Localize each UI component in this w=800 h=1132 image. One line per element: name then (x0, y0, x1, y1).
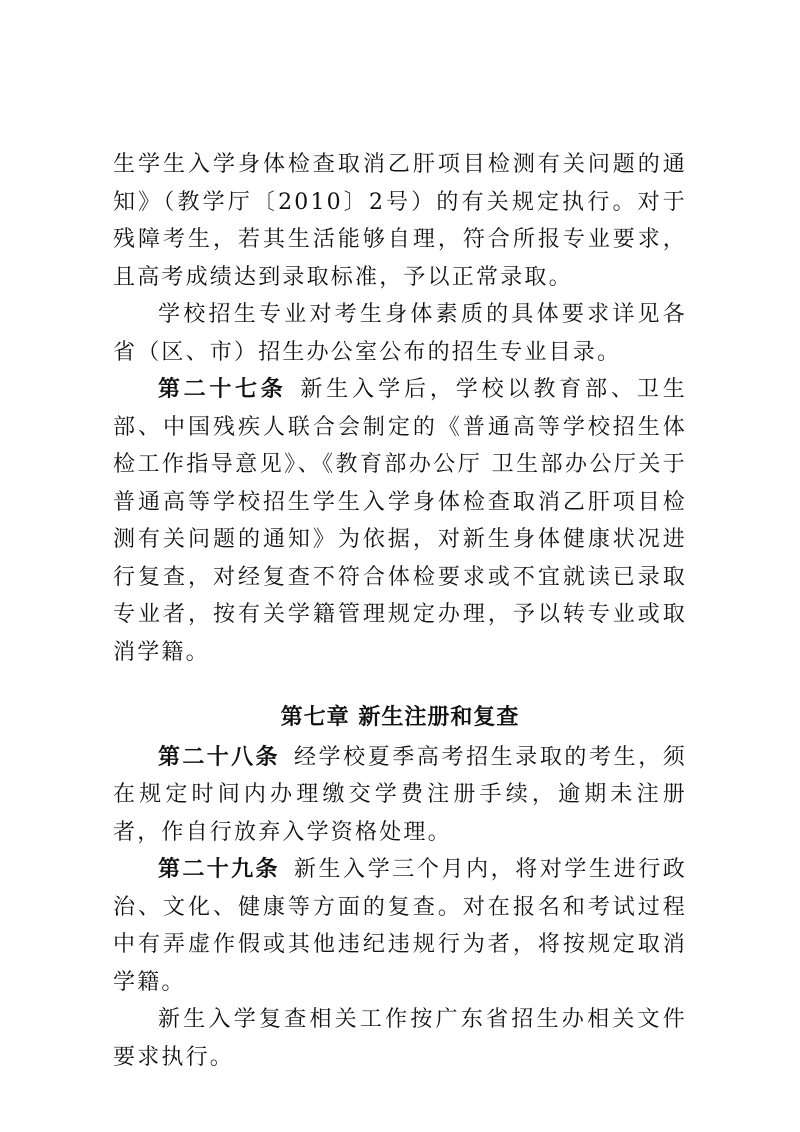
paragraph-continued: 生学生入学身体检查取消乙肝项目检测有关问题的通知》（教学厅〔2010〕2号）的有关规定执行。对于残障考生，若其生活能够自理，符合所报专业要求，且高考成绩达到录取标准，予以正常录取。 (113, 152, 687, 290)
article-27 (113, 371, 687, 671)
paragraph-physical-requirements: 学校招生专业对考生身体素质的具体要求详见各省（区、市）招生办公室公布的招生专业目录。 (113, 302, 687, 365)
article-27-text: 新生入学后，学校以教育部、卫生部、中国残疾人联合会制定的《普通高等学校招生体检工作指导意见》、《教育部办公厅 卫生部办公厅关于普通高等学校招生学生入学身体检查取消乙肝项目检测有关问题的通知》为依据，对新生身体健康状况进行复查，对经复查不符合体检要求或不宜就读已录取专业者，按有关学籍管理规定办理，予以转专业或取消学籍。 (113, 377, 687, 665)
article-29-number: 第二十九条 (158, 857, 280, 882)
chapter-title: 第七章 新生注册和复查 (280, 705, 520, 730)
document-body (113, 146, 687, 1076)
article-28-text: 经学校夏季高考招生录取的考生，须在规定时间内办理缴交学费注册手续，逾期未注册者，作自行放弃入学资格处理。 (113, 744, 687, 845)
article-28-number: 第二十八条 (158, 744, 280, 770)
article-28 (113, 739, 687, 852)
article-29-text: 新生入学三个月内，将对学生进行政治、文化、健康等方面的复查。对在报名和考试过程中有弄虚作假或其他违纪违规行为者，将按规定取消学籍。 (113, 857, 687, 995)
article-27-number: 第二十七条 (158, 377, 287, 402)
article-29 (113, 851, 687, 1001)
paragraph-recheck-guidelines: 新生入学复查相关工作按广东省招生办相关文件要求执行。 (113, 1007, 687, 1070)
